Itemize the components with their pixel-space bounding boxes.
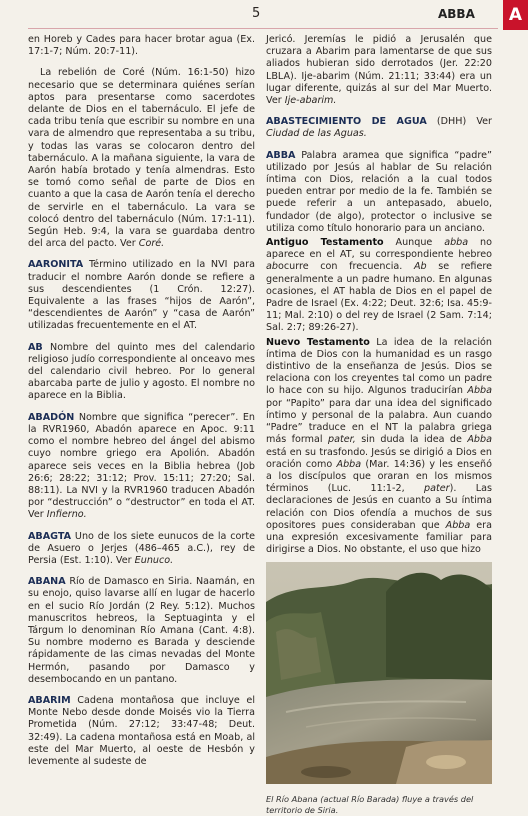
headword: ABAGTA	[28, 530, 72, 542]
entry-text: Río de Damasco en Siria. Naamán, en su enojo, quiso lavarse allí en lugar de hacerlo en el sucio Río Jordán (2 Rey. 5:12). Muchos manuscritos hebreos, la Septuaginta y el Tárgum lo denominan Río Amana (Cant. 4:8). Su nombre moderno es Barada y desciende rápidamente de las cimas nevadas del Monte Hermón, pasando por Damasco y desembocando en un pantano.	[28, 576, 255, 685]
term: ab	[266, 261, 278, 273]
entry-text: Palabra aramea que significa “padre” utilizado por Jesús al hablar de Su relación íntima con Dios, relación a la cual todos pueden entrar por medio de la fe. También se puede referir a un antepasado, abuelo, fundador (de algo), protector o inclusive se utiliza como título honorario para un anciano.	[266, 149, 492, 234]
term: Abba	[336, 458, 362, 470]
headword: AB	[28, 341, 43, 353]
entry-text: Término utilizado en la NVI para traducir el nombre Aarón donde se refiere a sus descendientes (1 Crón. 12:27). Equivalente a las frases “hijos de Aarón”, “descendientes de Aarón” y “casa de Aarón” utilizadas frecuentemente en el AT.	[28, 259, 255, 332]
text: se refiere generalmente a un padre humano. En algunas ocasiones, el AT habla de Dios en el papel de Padre de Israel (Ex. 4:22; Deut. 32:6; Isa. 45:9-11; Mal. 2:10) o del rey de Israel (2 Sam. 7:14; Sal. 2:7; 89:26-27).	[266, 261, 492, 334]
headword: ABADÓN	[28, 411, 75, 423]
headword: AARONITA	[28, 259, 84, 271]
subheading: Antiguo Testamento	[266, 237, 384, 249]
term: pater,	[328, 434, 356, 446]
term: Abba	[467, 434, 492, 446]
term: Ab	[413, 261, 427, 273]
headword: ABARIM	[28, 694, 71, 706]
entry-text: Nombre que significa “perecer”. En la RVR1960, Abadón aparece en Apoc. 9:11 como el nombre hebreo del ángel del abismo cuyo nombre griego era Apolión. Abadón aparece seis veces en la Biblia hebrea (Job 26:6; 28:22; 31:12; Prov. 15:11; 27:20; Sal. 88:11). La NVI y la RVR1960 traducen Abadón por “destrucción” o “destructor” en toda el AT. Ver	[28, 411, 255, 521]
text: La idea de la relación íntima de Dios con la humanidad es un rasgo distintivo de la enseñanza de Jesús. Dios se relaciona con los creyentes tal como un padre lo hace con su hijo. Algunos traducirían	[266, 336, 492, 397]
entry-abarim	[28, 695, 255, 768]
subsection-new-testament	[266, 337, 492, 557]
cross-reference[interactable]: Eunuco.	[134, 554, 174, 566]
entry-text: Uno de los siete eunucos de la corte de Asuero o Jerjes (486–465 a.C.), rey de Persia (Est. 1:10). Ver	[28, 530, 255, 566]
paragraph-text: Jericó. Jeremías le pidió a Jerusalén que cruzara a Abarim para lamentarse de que sus aliados hubieran sido derrotados (Jer. 22:20 LBLA). Ije-abarim (Núm. 21:11; 33:44) era un lugar diferente, quizás al sur del Mar Muerto. Ver	[266, 34, 492, 107]
text: (Mar. 14:36) y les enseñó a los discípulos que oraran en los mismos términos (Luc. 11:1-2,	[266, 458, 492, 495]
subsection-old-testament	[266, 237, 492, 335]
term: Abba	[467, 385, 492, 397]
thumb-index-tab[interactable]: A	[503, 0, 528, 30]
river-photo	[266, 562, 492, 784]
continued-paragraph: en Horeb y Cades para hacer brotar agua (Ex. 17:1-7; Núm. 20:7-11).	[28, 34, 255, 58]
text: era una expresión excesivamente familiar para dirigirse a Dios. No obstante, el uso que hizo	[266, 519, 492, 556]
entry-abagta	[28, 531, 255, 568]
entry-abastecimiento	[266, 116, 492, 140]
headword: ABBA	[266, 149, 296, 161]
term: Abba	[445, 519, 471, 531]
cross-reference[interactable]: Ije-abarim.	[284, 95, 337, 107]
term: abba	[444, 237, 469, 249]
photo-caption: El Río Abana (actual Río Barada) fluye a través del territorio de Siria.	[266, 793, 474, 815]
text: sin duda la idea de	[361, 434, 462, 446]
entry-text: Cadena montañosa que incluye el Monte Nebo desde donde Moisés vio la Tierra Prometida (Núm. 27:12; 33:47-48; Deut. 32:49). La cadena montañosa está en Moab, al este del Mar Muerto, al oeste de Hesbón y levemente al sudeste de	[28, 694, 255, 767]
page-header	[0, 0, 528, 30]
paragraph-text: La rebelión de Coré (Núm. 16:1-50) hizo necesario que se determinara quiénes serían aptos para presentarse como sacerdotes delante de Dios en el tabernáculo. El jefe de cada tribu tenía que escribir su nombre en una vara de almendro que representaba a su tribu, y todas las varas se colocaron dentro del tabernáculo. A la mañana siguiente, la vara de Aarón había brotado y tenía almendras. Esto se tomó como señal de parte de Dios en cuanto a que la casa de Aarón tenía el derecho de servirle en el tabernáculo. La vara se colocó dentro del tabernáculo (Núm. 17:1-11). Según Heb. 9:4, la vara se guardaba dentro del arca del pacto. Ver	[28, 67, 255, 250]
text: ocurre con frecuencia.	[277, 261, 403, 273]
paragraph-core-rebellion	[28, 67, 255, 250]
text: no aparece en el AT, su correspondiente hebreo	[266, 237, 492, 261]
page-number: 5	[252, 6, 261, 21]
text: ). Las declaraciones de Jesús en cuanto a Su íntima relación con Dios ofendía a muchos de sus opositores pues consideraban que	[266, 483, 492, 531]
header-rule	[28, 28, 498, 29]
entry-ab	[28, 342, 255, 403]
subheading: Nuevo Testamento	[266, 336, 370, 348]
entry-text: Nombre del quinto mes del calendario religioso judío correspondiente al onceavo mes del calendario civil hebreo. Por lo general abarcaba parte de julio y agosto. El nombre no aparece en la Biblia.	[28, 341, 255, 402]
entry-abba	[266, 150, 492, 235]
headword: ABASTECIMIENTO DE AGUA	[266, 116, 427, 128]
continued-paragraph	[266, 34, 492, 107]
cross-reference[interactable]: Infierno.	[46, 509, 87, 521]
entry-text: (DHH) Ver	[436, 116, 492, 128]
term: pater	[424, 483, 450, 495]
running-head: ABBA	[438, 7, 475, 21]
headword: ABANA	[28, 576, 66, 588]
cross-reference[interactable]: Ciudad de las Aguas.	[266, 128, 367, 140]
right-column	[266, 34, 492, 816]
entry-aaronita	[28, 259, 255, 332]
entry-abana	[28, 576, 255, 686]
entry-abadon	[28, 412, 255, 522]
left-column	[28, 34, 255, 777]
text: Aunque	[395, 237, 433, 249]
text: por “Papito” para dar una idea del significado íntimo y personal de la palabra. Aun cuando “Padre” traduce en el NT la palabra griega más formal	[266, 397, 492, 446]
cross-reference[interactable]: Coré.	[138, 238, 165, 250]
text: está en su trasfondo. Jesús se dirigió a Dios en oración como	[266, 446, 492, 470]
